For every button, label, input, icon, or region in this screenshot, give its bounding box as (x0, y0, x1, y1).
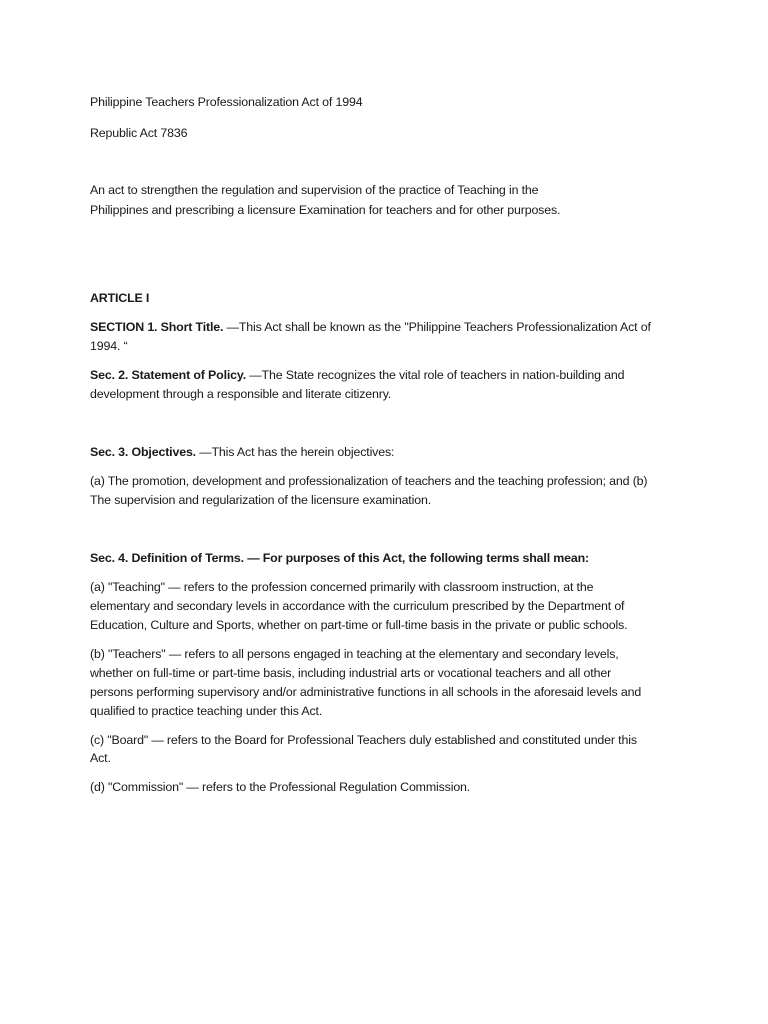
section-2-line-1 (90, 366, 690, 386)
definition-a-line-3: Education, Culture and Sports, whether on part-time or full-time basis in the private or public schools. (90, 618, 628, 632)
section-4-line-1 (90, 549, 690, 569)
section-1-text: —This Act shall be known as the "Philippine Teachers Professionalization Act of (223, 320, 651, 334)
section-3-line-1 (90, 443, 690, 463)
preamble-line-1: An act to strengthen the regulation and supervision of the practice of Teaching in the (90, 183, 539, 197)
section-1-heading: SECTION 1. Short Title. (90, 320, 224, 334)
article-heading: ARTICLE I (90, 291, 150, 305)
definition-b-line-4: qualified to practice teaching under this Act. (90, 704, 323, 718)
section-4-text: — For purposes of this Act, the following terms shall mean: (243, 551, 590, 565)
section-1-line-1 (90, 318, 690, 338)
section-3-heading: Sec. 3. Objectives. (90, 445, 196, 459)
section-2-heading: Sec. 2. Statement of Policy. (90, 368, 247, 382)
definition-d-line-1: (d) "Commission" — refers to the Professional Regulation Commission. (90, 780, 471, 794)
section-3-text: —This Act has the herein objectives: (195, 445, 395, 459)
section-2-text: —The State recognizes the vital role of teachers in nation-building and (246, 368, 625, 382)
definition-b-line-1: (b) "Teachers" — refers to all persons engaged in teaching at the elementary and secondary levels, (90, 647, 619, 661)
definition-b-line-3: persons performing supervisory and/or administrative functions in all schools in the aforesaid levels and (90, 685, 642, 699)
definition-a-line-2: elementary and secondary levels in accordance with the curriculum prescribed by the Department of (90, 599, 625, 613)
section-1-line-2: 1994. “ (90, 339, 128, 353)
definition-a-line-1: (a) "Teaching" — refers to the profession concerned primarily with classroom instruction, at the (90, 580, 594, 594)
definition-c-line-2: Act. (90, 751, 111, 765)
definition-b-line-2: whether on full-time or part-time basis, including industrial arts or vocational teachers and all other (90, 666, 612, 680)
section-3-objectives-line-1: (a) The promotion, development and professionalization of teachers and the teaching profession; and (b) (90, 474, 648, 488)
document-title: Philippine Teachers Professionalization Act of 1994 (90, 95, 363, 109)
preamble-line-2: Philippines and prescribing a licensure Examination for teachers and for other purposes. (90, 203, 561, 217)
republic-act-number: Republic Act 7836 (90, 126, 188, 140)
definition-c-line-1: (c) "Board" — refers to the Board for Professional Teachers duly established and constituted under this (90, 733, 637, 747)
section-4-heading: Sec. 4. Definition of Terms. (90, 551, 244, 565)
section-2-line-2: development through a responsible and literate citizenry. (90, 387, 392, 401)
section-3-objectives-line-2: The supervision and regularization of the licensure examination. (90, 493, 431, 507)
